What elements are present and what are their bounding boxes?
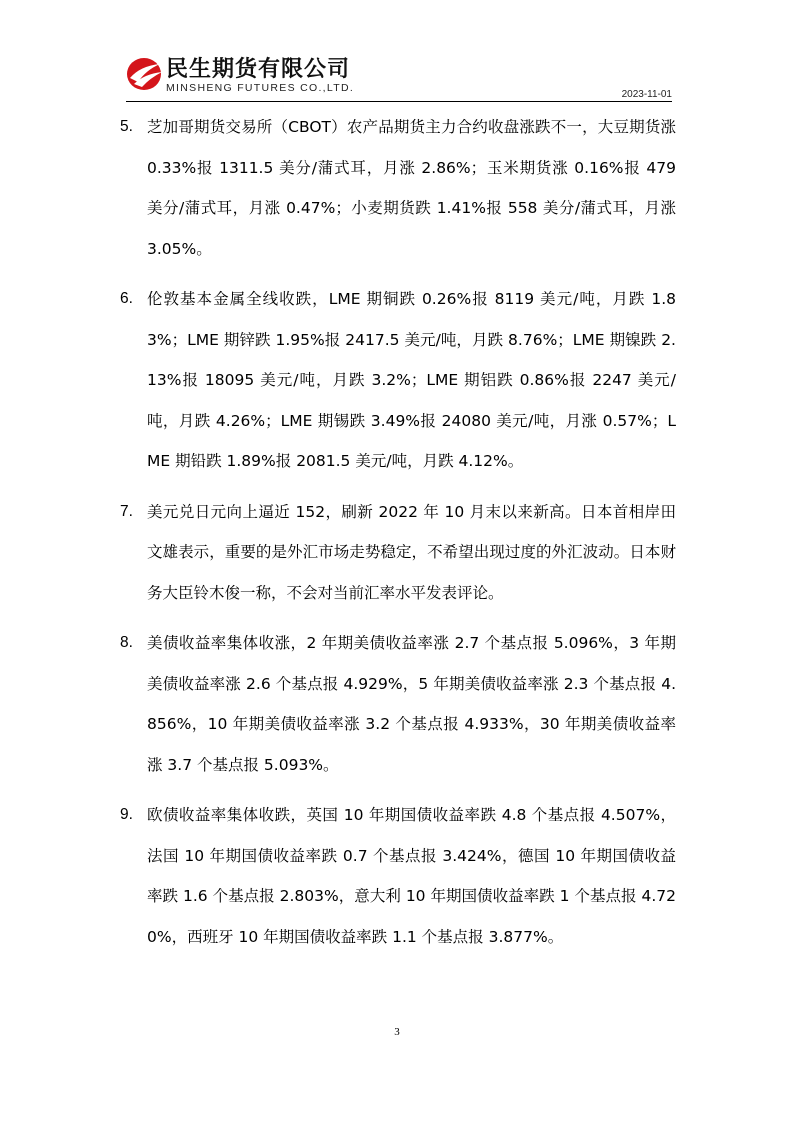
list-item bbox=[120, 492, 676, 614]
page-header bbox=[126, 52, 672, 104]
list-item bbox=[120, 623, 676, 785]
company-name-cn: 民生期货有限公司 bbox=[166, 57, 351, 82]
item-text: 伦敦基本金属全线收跌，LME 期铜跌 0.26%报 8119 美元/吨，月跌 1.83%；LME 期锌跌 1.95%报 2417.5 美元/吨，月跌 8.76%；LME 期镍跌 2.13%报 18095 美元/吨，月跌 3.2%；LME 期铝跌 0.86%报 2247 美元/吨，月跌 4.26%；LME 期锡跌 3.49%报 24080 美元/吨，月涨 0.57%；LME 期铅跌 1.89%报 2081.5 美元/吨，月跌 4.12%。 bbox=[147, 290, 676, 470]
list-item bbox=[120, 795, 676, 957]
page-number: 3 bbox=[394, 1026, 400, 1038]
company-name-en: MINSHENG FUTURES CO.,LTD. bbox=[166, 82, 355, 94]
item-text: 美债收益率集体收涨，2 年期美债收益率涨 2.7 个基点报 5.096%，3 年期美债收益率涨 2.6 个基点报 4.929%，5 年期美债收益率涨 2.3 个基点报 4.856%，10 年期美债收益率涨 3.2 个基点报 4.933%，30 年期美债收益率涨 3.7 个基点报 5.093%。 bbox=[147, 634, 676, 774]
header-divider bbox=[126, 101, 672, 102]
item-text: 芝加哥期货交易所（CBOT）农产品期货主力合约收盘涨跌不一，大豆期货涨 0.33%报 1311.5 美分/蒲式耳，月涨 2.86%；玉米期货涨 0.16%报 479 美分/蒲式耳，月涨 0.47%；小麦期货跌 1.41%报 558 美分/蒲式耳，月涨 3.05%。 bbox=[147, 118, 676, 258]
news-list bbox=[120, 107, 676, 967]
item-number: 7. bbox=[120, 502, 133, 520]
list-item bbox=[120, 107, 676, 269]
item-number: 8. bbox=[120, 634, 133, 651]
minsheng-logo-icon bbox=[126, 56, 164, 92]
item-number: 5. bbox=[120, 118, 133, 135]
item-text: 美元兑日元向上逼近 152，刷新 2022 年 10 月末以来新高。日本首相岸田文雄表示，重要的是外汇市场走势稳定，不希望出现过度的外汇波动。日本财务大臣铃木俊一称，不会对当前汇率水平发表评论。 bbox=[147, 502, 676, 602]
item-number: 6. bbox=[120, 290, 133, 307]
item-text: 欧债收益率集体收跌，英国 10 年期国债收益率跌 4.8 个基点报 4.507%，法国 10 年期国债收益率跌 0.7 个基点报 3.424%，德国 10 年期国债收益率跌 1.6 个基点报 2.803%，意大利 10 年期国债收益率跌 1 个基点报 4.720%，西班牙 10 年期国债收益率跌 1.1 个基点报 3.877%。 bbox=[147, 806, 676, 946]
report-date: 2023-11-01 bbox=[621, 89, 672, 100]
list-item bbox=[120, 279, 676, 482]
item-number: 9. bbox=[120, 806, 133, 823]
